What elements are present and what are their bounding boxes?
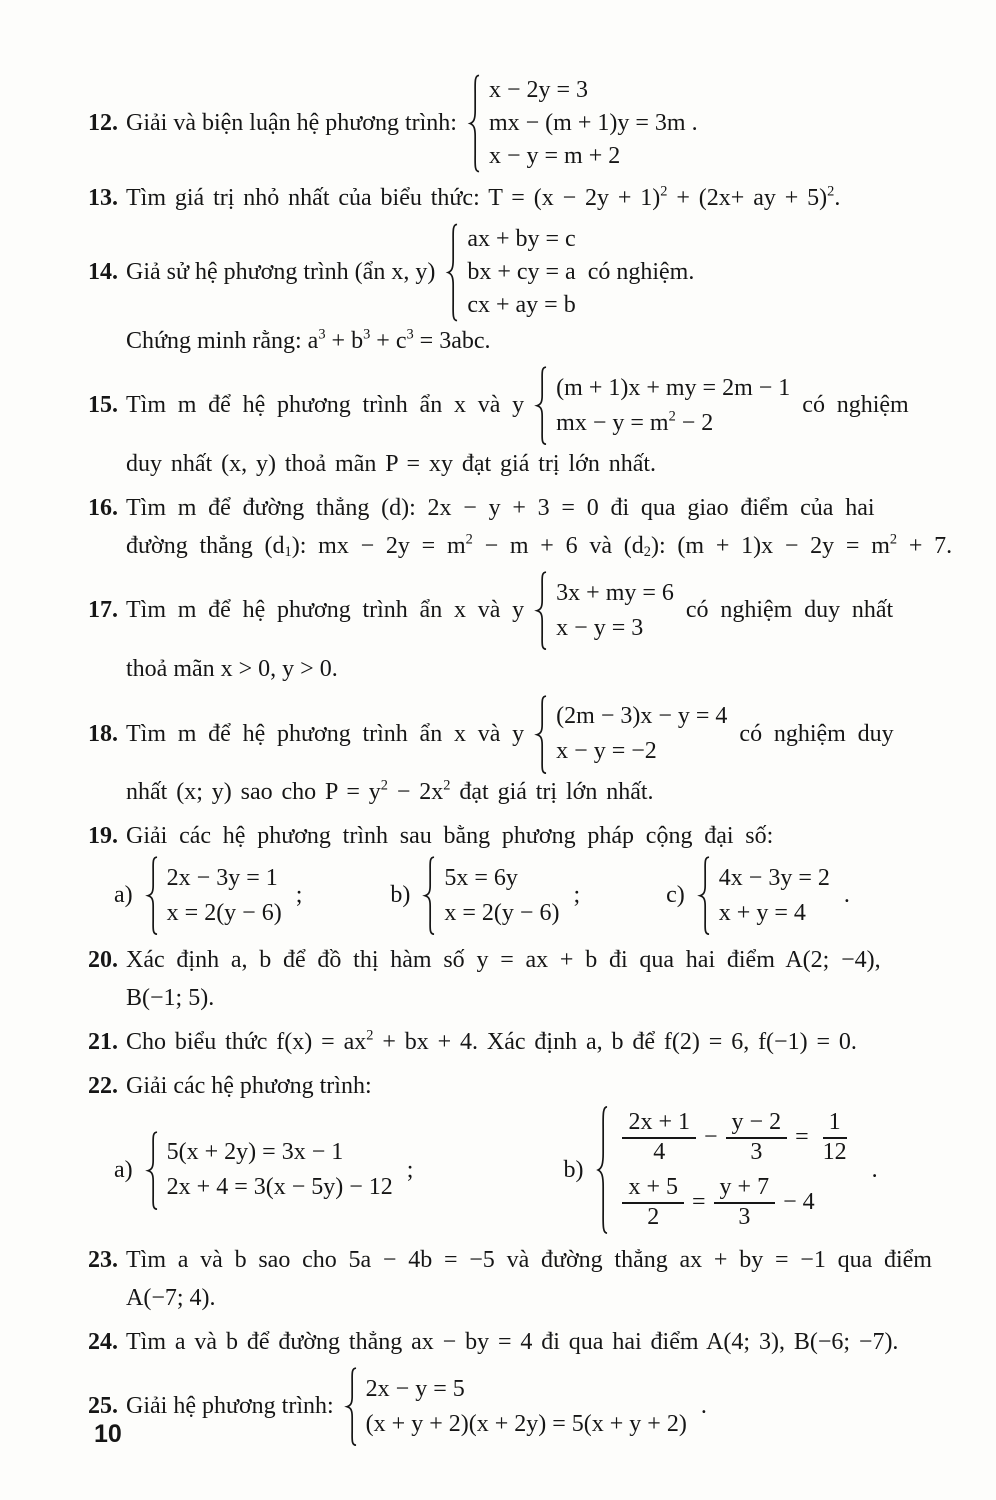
separator: ; <box>406 1156 414 1183</box>
problem-text: Giải hệ phương trình: <box>126 1393 334 1420</box>
superscript: 3 <box>318 326 326 343</box>
equations <box>167 1135 393 1205</box>
subscript: 1 <box>284 543 292 560</box>
problem-row <box>88 695 986 774</box>
left-brace-icon <box>445 223 459 322</box>
system-of-equations <box>145 1131 393 1210</box>
item-label: a) <box>114 1156 133 1183</box>
text-segment: − 2 <box>675 409 714 436</box>
left-brace-icon <box>595 1105 609 1235</box>
problem-number: 16. <box>88 494 118 521</box>
problem-row <box>88 1323 986 1361</box>
text-segment: Cho biểu thức f(x) = ax <box>126 1028 367 1055</box>
text-segment: Tìm giá trị nhỏ nhất của biểu thức: T = (x − 2y + 1) <box>126 184 661 211</box>
problem-number: 14. <box>88 259 118 285</box>
page-number: 10 <box>94 1420 122 1448</box>
problem-20 <box>88 941 986 1017</box>
problem-text: Tìm m để hệ phương trình ẩn x và y <box>126 597 525 624</box>
problem-18 <box>88 695 986 812</box>
system-group-b <box>563 1105 877 1235</box>
equations <box>489 74 698 173</box>
problem-21 <box>88 1023 986 1061</box>
equation-line: mx − (m + 1)y = 3m . <box>488 110 698 136</box>
equation-line <box>617 1174 857 1231</box>
left-brace-icon <box>344 1367 358 1446</box>
problem-text <box>126 328 491 355</box>
left-brace-icon <box>534 366 548 445</box>
problem-row <box>88 489 986 527</box>
problem-row <box>88 179 986 217</box>
equation-line: 3x + my = 6 <box>556 579 674 606</box>
fraction <box>714 1174 776 1231</box>
text-segment: mx − y = m <box>556 409 669 436</box>
problem-text: thoả mãn x > 0, y > 0. <box>126 656 338 683</box>
text-segment: ): (m + 1)x − 2y = m <box>650 532 890 559</box>
fraction-denominator: 3 <box>738 1204 751 1231</box>
problem-row <box>88 366 986 445</box>
system-group-a <box>114 1131 413 1210</box>
fraction-numerator: y + 7 <box>714 1174 776 1204</box>
problem-text <box>126 1029 857 1056</box>
system-of-equations <box>595 1105 857 1235</box>
problem-number: 18. <box>88 720 118 747</box>
left-brace-icon <box>534 695 548 774</box>
problem-text: có nghiệm <box>802 392 909 419</box>
separator: ; <box>573 882 581 909</box>
separator: ; <box>295 882 303 909</box>
problem-row <box>88 1023 986 1061</box>
item-label: a) <box>114 882 133 909</box>
fraction-denominator: 3 <box>750 1139 763 1166</box>
problem-row <box>88 322 986 360</box>
problem-number: 19. <box>88 823 118 850</box>
problem-number: 24. <box>88 1328 118 1355</box>
fraction-numerator: y − 2 <box>726 1109 788 1139</box>
fraction-numerator: 1 <box>823 1109 847 1139</box>
text-segment: + b <box>325 327 364 354</box>
problem-row <box>88 1279 986 1317</box>
operator: = <box>692 1189 706 1216</box>
problem-19 <box>88 818 986 935</box>
problem-row <box>88 445 986 483</box>
problem-number: 21. <box>88 1028 118 1055</box>
superscript: 2 <box>465 531 473 548</box>
problem-row <box>88 571 986 650</box>
problem-number: 22. <box>88 1072 118 1099</box>
fraction-denominator: 4 <box>653 1139 666 1166</box>
problem-number: 17. <box>88 597 118 624</box>
text-segment: + (2x+ ay + 5) <box>667 184 828 211</box>
left-brace-icon <box>145 1131 159 1210</box>
problem-row <box>88 1241 986 1279</box>
fraction <box>817 1109 853 1166</box>
problem-number: 25. <box>88 1393 118 1420</box>
equations <box>617 1105 857 1235</box>
system-group-c <box>666 856 850 935</box>
problem-row <box>88 774 986 812</box>
superscript: 2 <box>660 183 668 200</box>
problem-row <box>88 941 986 979</box>
system-of-equations <box>697 856 830 935</box>
problem-number: 13. <box>88 184 118 211</box>
problem-number: 20. <box>88 946 118 973</box>
equation-line: cx + ay = b <box>467 292 576 318</box>
text-segment: đường thẳng (d <box>126 532 285 559</box>
problem-text: Tìm a và b để đường thẳng ax − by = 4 đi qua hai điểm A(4; 3), B(−6; −7). <box>126 1328 899 1355</box>
text-segment: = 3abc. <box>413 327 491 354</box>
text-segment: − m + 6 và (d <box>472 532 644 559</box>
text-segment: − 2x <box>387 779 444 806</box>
equations <box>467 223 575 322</box>
problem-text: Tìm m để đường thẳng (d): 2x − y + 3 = 0 đi qua giao điểm của hai <box>126 494 875 521</box>
superscript: 3 <box>363 326 371 343</box>
item-label: b) <box>563 1156 584 1183</box>
problem-row <box>88 979 986 1017</box>
equations <box>719 861 830 931</box>
left-brace-icon <box>534 571 548 650</box>
problem-text: Tìm m để hệ phương trình ẩn x và y <box>126 392 525 419</box>
problem-text: A(−7; 4). <box>126 1284 216 1311</box>
problem-12 <box>88 74 986 173</box>
item-label: c) <box>666 882 685 909</box>
text-segment: nhất (x; y) sao cho P = y <box>126 779 381 806</box>
superscript: 2 <box>380 778 388 795</box>
problem-row <box>88 74 986 173</box>
problem-13 <box>88 179 986 217</box>
equation-line: x = 2(y − 6) <box>166 899 282 926</box>
problem-number: 15. <box>88 392 118 419</box>
equations <box>366 1372 687 1442</box>
separator: . <box>700 1393 707 1420</box>
system-group-b <box>390 856 580 935</box>
problem-row <box>88 818 986 856</box>
equation-line: x − 2y = 3 <box>488 77 589 103</box>
fraction <box>622 1109 696 1166</box>
fraction-denominator: 2 <box>647 1204 660 1231</box>
system-of-equations <box>534 571 674 650</box>
problem-text: Giải các hệ phương trình: <box>126 1072 372 1099</box>
equation-line: 5x = 6y <box>444 864 518 891</box>
system-group-a <box>114 856 302 935</box>
equation-line: (2m − 3)x − y = 4 <box>556 703 728 730</box>
superscript: 2 <box>889 531 898 548</box>
problem-text: Giải và biện luận hệ phương trình: <box>126 110 457 136</box>
operator: = <box>795 1124 809 1151</box>
fraction-denominator: 12 <box>822 1139 847 1166</box>
system-of-equations <box>344 1367 687 1446</box>
system-of-equations <box>534 695 727 774</box>
equation-line: x + y = 4 <box>718 899 806 926</box>
problem-22 <box>88 1067 986 1235</box>
equation-line: x − y = 3 <box>556 614 644 641</box>
problem-number: 23. <box>88 1246 118 1273</box>
equation-line: x − y = m + 2 <box>488 143 621 169</box>
left-brace-icon <box>422 856 436 935</box>
equation-line: 2x − 3y = 1 <box>166 864 278 891</box>
fraction-numerator: x + 5 <box>622 1174 684 1204</box>
problem-17 <box>88 571 986 688</box>
left-brace-icon <box>467 74 481 173</box>
equations <box>556 699 727 769</box>
text-segment: + 7. <box>897 532 953 559</box>
problem-text <box>126 185 840 212</box>
problem-row <box>88 651 986 689</box>
problem-row <box>88 527 986 565</box>
problem-23 <box>88 1241 986 1317</box>
fraction <box>726 1109 788 1166</box>
problem-text <box>126 779 654 806</box>
system-of-equations <box>534 366 790 445</box>
superscript: 2 <box>443 778 451 795</box>
text-segment: . <box>834 184 841 211</box>
separator: . <box>843 882 850 909</box>
equations <box>167 861 282 931</box>
equation-line: ax + by = c <box>467 226 576 252</box>
problem-text: B(−1; 5). <box>126 984 215 1011</box>
fraction <box>622 1174 684 1231</box>
text-segment: + c <box>370 327 407 354</box>
equation-line: (x + y + 2)(x + 2y) = 5(x + y + 2) <box>365 1410 687 1437</box>
superscript: 3 <box>406 326 414 343</box>
problem-row <box>88 1067 986 1105</box>
problem-text: Tìm m để hệ phương trình ẩn x và y <box>126 720 525 747</box>
equation-line: 4x − 3y = 2 <box>718 864 830 891</box>
superscript: 2 <box>366 1027 374 1044</box>
equation-line <box>556 406 790 441</box>
equation-line: x = 2(y − 6) <box>444 899 560 926</box>
problem-15 <box>88 366 986 483</box>
subscript: 2 <box>643 543 651 560</box>
problem-text: Giải các hệ phương trình sau bằng phương pháp cộng đại số: <box>126 823 774 850</box>
equation-line <box>617 1109 857 1166</box>
problem-text: Tìm a và b sao cho 5a − 4b = −5 và đường thẳng ax + by = −1 qua điểm <box>126 1246 932 1273</box>
system-of-equations <box>445 223 575 322</box>
problem-row <box>88 1367 986 1446</box>
problem-text: Xác định a, b để đồ thị hàm số y = ax + b đi qua hai điểm A(2; −4), <box>126 946 881 973</box>
equations <box>444 861 559 931</box>
equations <box>556 371 790 441</box>
separator: . <box>871 1156 878 1183</box>
text-segment: đạt giá trị lớn nhất. <box>450 779 654 806</box>
fraction-numerator: 2x + 1 <box>622 1109 696 1139</box>
equation-line: bx + cy = a <box>467 259 576 285</box>
left-brace-icon <box>697 856 711 935</box>
equation-line: 2x − y = 5 <box>365 1375 465 1402</box>
text-segment: Chứng minh rằng: a <box>126 327 319 354</box>
systems-row <box>88 1105 986 1235</box>
operator: − <box>704 1124 718 1151</box>
system-of-equations <box>145 856 282 935</box>
problem-text: có nghiệm. <box>587 259 695 285</box>
systems-row <box>88 856 986 935</box>
operator: − 4 <box>783 1189 815 1216</box>
problem-text: Giả sử hệ phương trình (ẩn x, y) <box>126 259 436 285</box>
problem-text <box>126 533 952 560</box>
system-of-equations <box>467 74 698 173</box>
problem-14 <box>88 223 986 360</box>
equation-line: 2x + 4 = 3(x − 5y) − 12 <box>166 1174 393 1201</box>
equation-line: 5(x + 2y) = 3x − 1 <box>166 1139 344 1166</box>
system-of-equations <box>422 856 559 935</box>
problem-number: 12. <box>88 110 118 136</box>
equation-line: (m + 1)x + my = 2m − 1 <box>556 374 791 401</box>
problem-text: có nghiệm duy <box>739 720 894 747</box>
problem-16 <box>88 489 986 565</box>
left-brace-icon <box>145 856 159 935</box>
equation-line: x − y = −2 <box>556 738 657 765</box>
superscript: 2 <box>827 183 835 200</box>
superscript: 2 <box>668 408 676 425</box>
problem-row <box>88 223 986 322</box>
item-label: b) <box>390 882 411 909</box>
problem-24 <box>88 1323 986 1361</box>
problem-text: có nghiệm duy nhất <box>685 597 894 624</box>
problem-text: duy nhất (x, y) thoả mãn P = xy đạt giá trị lớn nhất. <box>126 450 657 477</box>
text-segment: + bx + 4. Xác định a, b để f(2) = 6, f(−1) = 0. <box>373 1028 857 1055</box>
equations <box>556 576 674 646</box>
text-segment: ): mx − 2y = m <box>291 532 466 559</box>
problem-25 <box>88 1367 986 1446</box>
